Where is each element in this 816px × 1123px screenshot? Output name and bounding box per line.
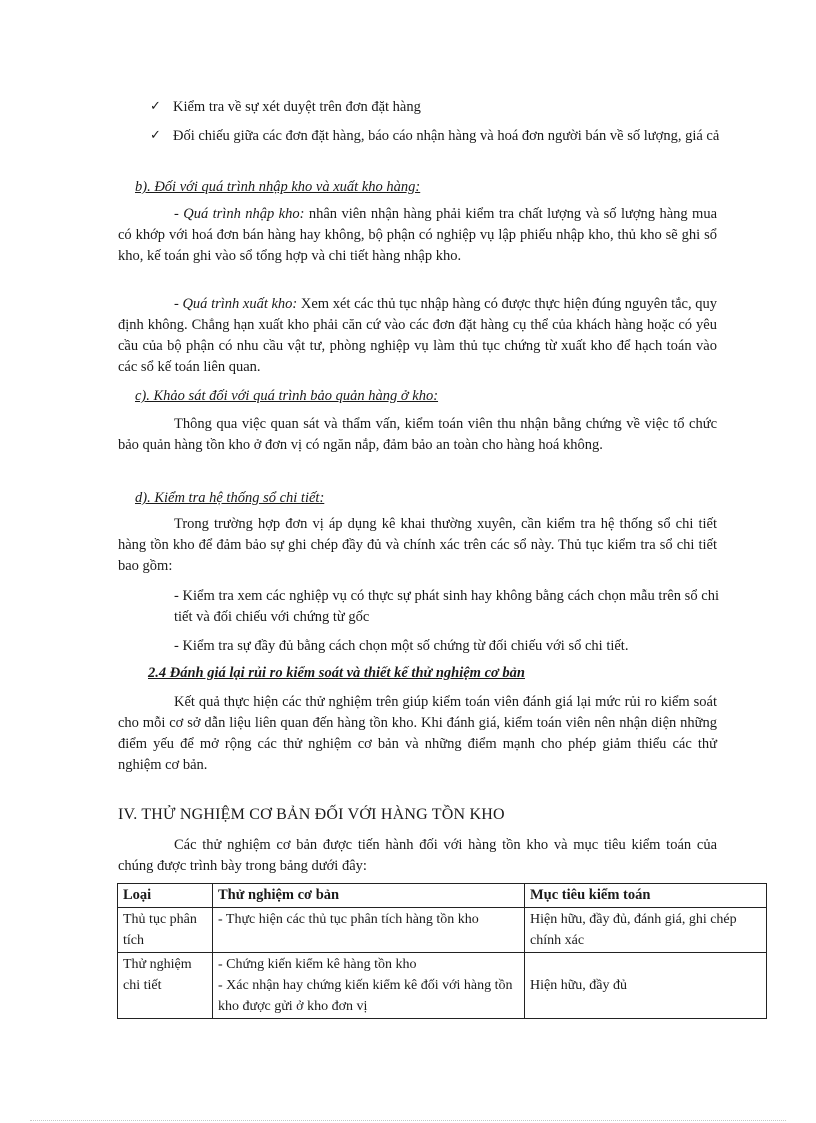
section-b-paragraph-2 — [118, 294, 717, 378]
section-d-heading: d). Kiểm tra hệ thống sổ chi tiết: — [135, 490, 325, 506]
table-header-cell: Mục tiêu kiểm toán — [525, 884, 767, 908]
section-iv-heading: IV. THỬ NGHIỆM CƠ BẢN ĐỐI VỚI HÀNG TỒN KHO — [118, 806, 505, 823]
section-2-4-paragraph: Kết quả thực hiện các thử nghiệm trên giúp kiểm toán viên đánh giá lại mức rủi ro kiểm soát cho mỗi cơ sở dẫn liệu liên quan đến hàng tồn kho. Khi đánh giá, kiểm toán viên nên nhận diện những điểm yếu để mở rộng các thử nghiệm cơ bản và những điểm mạnh cho phép giảm thiểu các thử nghiệm cơ bản. — [118, 694, 717, 773]
paragraph-lead: - Quá trình xuất kho: — [174, 296, 298, 312]
substantive-tests-table — [117, 883, 767, 1019]
checklist-item — [150, 96, 730, 118]
section-d-item-1: - Kiểm tra xem các nghiệp vụ có thực sự phát sinh hay không bằng cách chọn mẫu trên sổ chi tiết và đối chiếu với chứng từ gốc — [174, 588, 719, 625]
section-b-paragraph-1 — [118, 204, 717, 267]
paragraph-text: nhân viên nhận hàng phải kiểm tra chất lượng và số lượng hàng mua có khớp với hoá đơn bán hàng hay không, bộ phận có nghiệp vụ lập phiếu nhập kho, thủ kho sẽ ghi sổ kho, kế toán ghi vào sổ tổng hợp và chi tiết hàng nhập kho. — [118, 206, 718, 264]
table-cell-objective: Hiện hữu, đầy đủ — [525, 953, 767, 1019]
table-cell-tests — [213, 908, 525, 953]
section-iv-intro: Các thử nghiệm cơ bản được tiến hành đối với hàng tồn kho và mục tiêu kiểm toán của chúng được trình bày trong bảng dưới đây: — [118, 837, 717, 874]
checklist-item — [150, 125, 730, 147]
section-b-heading: b). Đối với quá trình nhập kho và xuất kho hàng: — [135, 179, 421, 195]
table-cell-type: Thủ tục phân tích — [118, 908, 213, 953]
table-cell-tests — [213, 953, 525, 1019]
section-d-item-2: - Kiểm tra sự đầy đủ bằng cách chọn một số chứng từ đối chiếu với sổ chi tiết. — [174, 638, 629, 654]
checkmark-icon: ✓ — [150, 128, 161, 143]
page-bottom-divider — [30, 1120, 786, 1121]
table-header-cell: Thử nghiệm cơ bản — [213, 884, 525, 908]
test-line: - Xác nhận hay chứng kiến kiểm kê đối với hàng tồn kho được gửi ở kho đơn vị — [218, 978, 513, 1014]
table-row — [118, 908, 767, 953]
checklist-text: Đối chiếu giữa các đơn đặt hàng, báo cáo nhận hàng và hoá đơn người bán về số lượng, giá cả — [173, 128, 720, 144]
table-header-row — [118, 884, 767, 908]
test-line: - Chứng kiến kiểm kê hàng tồn kho — [218, 957, 417, 972]
section-d-paragraph: Trong trường hợp đơn vị áp dụng kê khai thường xuyên, cần kiểm tra hệ thống sổ chi tiết hàng tồn kho để đảm bảo sự ghi chép đầy đủ và chính xác trên các sổ này. Thủ tục kiểm tra sổ chi tiết bao gồm: — [118, 516, 717, 574]
table-cell-objective: Hiện hữu, đầy đủ, đánh giá, ghi chép chính xác — [525, 908, 767, 953]
table-cell-type: Thử nghiệm chi tiết — [118, 953, 213, 1019]
paragraph-text: Xem xét các thủ tục nhập hàng có được thực hiện đúng nguyên tắc, quy định không. Chẳng hạn xuất kho phải căn cứ vào các đơn đặt hàng cụ thể của khách hàng hoặc có yêu cầu của bộ phận có nhu cầu vật tư, phòng nghiệp vụ làm thủ tục chứng từ xuất kho để hạch toán vào các sổ kế toán liên quan. — [118, 296, 717, 375]
section-c-heading: c). Khảo sát đối với quá trình bảo quản hàng ở kho: — [135, 388, 439, 404]
table-header-cell: Loại — [118, 884, 213, 908]
test-line: - Thực hiện các thủ tục phân tích hàng tồn kho — [218, 912, 479, 927]
table-row — [118, 953, 767, 1019]
paragraph-lead: - Quá trình nhập kho: — [174, 206, 305, 222]
section-c-paragraph: Thông qua việc quan sát và thẩm vấn, kiểm toán viên thu nhận bằng chứng về việc tổ chức bảo quản hàng tồn kho ở đơn vị có ngăn nắp, đảm bảo an toàn cho hàng hoá không. — [118, 416, 717, 453]
checklist-text: Kiểm tra về sự xét duyệt trên đơn đặt hàng — [173, 99, 421, 115]
section-2-4-heading: 2.4 Đánh giá lại rủi ro kiểm soát và thiết kế thử nghiệm cơ bản — [148, 665, 525, 681]
checkmark-icon: ✓ — [150, 99, 161, 114]
